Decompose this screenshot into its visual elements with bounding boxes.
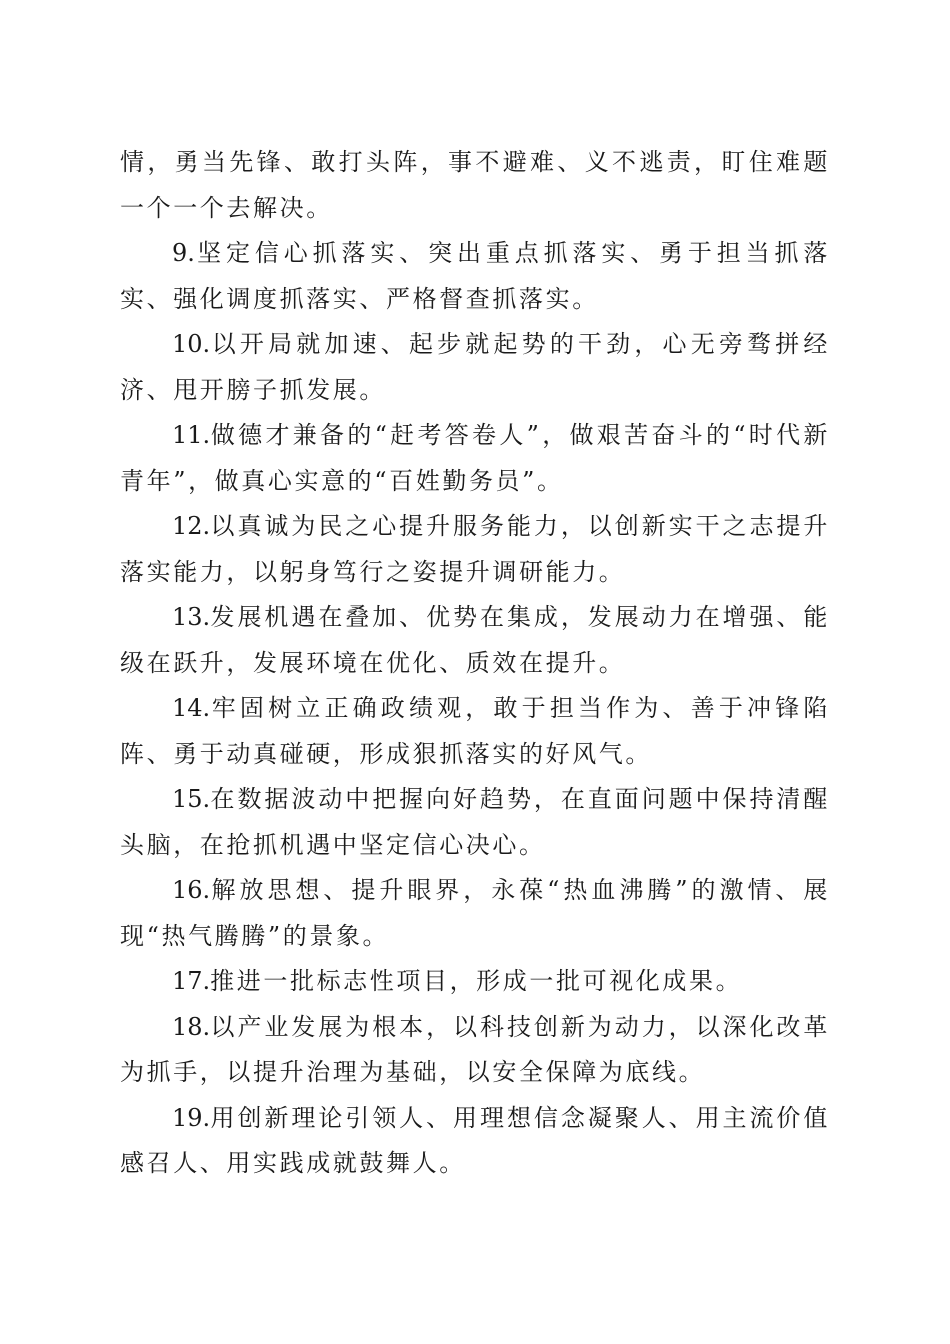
item-number: 12. xyxy=(172,512,211,540)
item-number: 11. xyxy=(172,421,211,449)
item-text: 发展机遇在叠加、优势在集成，发展动力在增强、能级在跃升，发展环境在优化、质效在提升。 xyxy=(120,603,830,677)
item-number: 15. xyxy=(172,785,211,813)
item-text: 坚定信心抓落实、突出重点抓落实、勇于担当抓落实、强化调度抓落实、严格督查抓落实。 xyxy=(120,239,830,313)
list-item xyxy=(120,322,830,413)
list-item xyxy=(120,959,830,1005)
item-text: 以产业发展为根本，以科技创新为动力，以深化改革为抓手，以提升治理为基础，以安全保障为底线。 xyxy=(120,1012,830,1086)
item-text: 推进一批标志性项目，形成一批可视化成果。 xyxy=(210,967,743,995)
item-text: 在数据波动中把握向好趋势，在直面问题中保持清醒头脑，在抢抓机遇中坚定信心决心。 xyxy=(120,785,830,859)
item-number: 13. xyxy=(172,603,211,631)
paragraph-text: 情，勇当先锋、敢打头阵，事不避难、义不逃责，盯住难题一个一个去解决。 xyxy=(120,148,830,222)
list-item xyxy=(120,504,830,595)
document-body xyxy=(120,140,830,1187)
list-item xyxy=(120,1096,830,1187)
list-item xyxy=(120,777,830,868)
item-number: 17. xyxy=(172,967,211,995)
item-number: 18. xyxy=(172,1012,211,1041)
list-item xyxy=(120,413,830,504)
list-item xyxy=(120,1005,830,1096)
item-text: 用创新理论引领人、用理想信念凝聚人、用主流价值感召人、用实践成就鼓舞人。 xyxy=(120,1103,830,1177)
item-number: 9. xyxy=(172,239,195,267)
item-text: 以开局就加速、起步就起势的干劲，心无旁骛拼经济、甩开膀子抓发展。 xyxy=(120,330,830,404)
item-number: 10. xyxy=(172,330,211,358)
list-item xyxy=(120,595,830,686)
item-number: 19. xyxy=(172,1103,211,1132)
item-text: 牢固树立正确政绩观，敢于担当作为、善于冲锋陷阵、勇于动真碰硬，形成狠抓落实的好风气。 xyxy=(120,694,830,768)
item-number: 14. xyxy=(172,694,211,722)
list-item xyxy=(120,231,830,322)
item-text: 做德才兼备的“赶考答卷人”，做艰苦奋斗的“时代新青年”，做真心实意的“百姓勤务员”。 xyxy=(120,421,830,495)
list-item xyxy=(120,868,830,959)
item-text: 解放思想、提升眼界，永葆“热血沸腾”的激情、展现“热气腾腾”的景象。 xyxy=(120,876,830,950)
list-item xyxy=(120,686,830,777)
item-number: 16. xyxy=(172,876,211,904)
item-text: 以真诚为民之心提升服务能力，以创新实干之志提升落实能力，以躬身笃行之姿提升调研能力。 xyxy=(120,512,830,586)
paragraph-continued xyxy=(120,140,830,231)
